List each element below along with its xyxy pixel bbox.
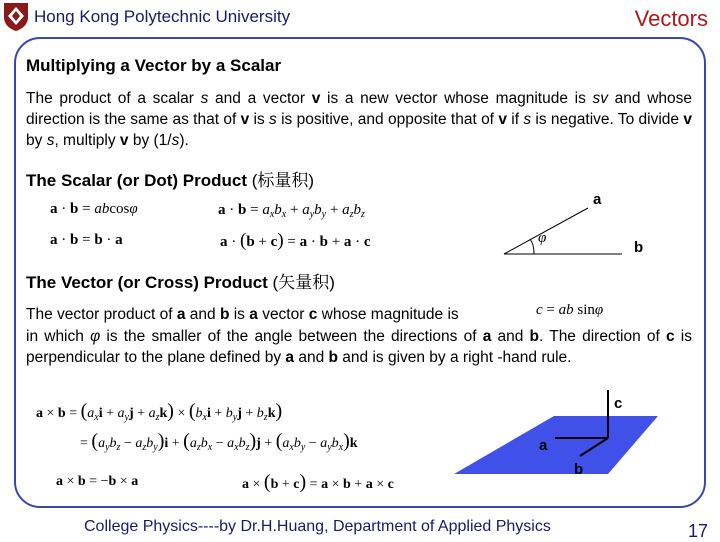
university-logo-icon <box>2 2 30 32</box>
text-run: is <box>249 111 270 128</box>
text-run: s <box>200 90 209 107</box>
text-run: , multiply <box>54 132 120 149</box>
text-run: b <box>529 328 540 345</box>
text-run: and is given by a right -hand rule. <box>337 349 572 366</box>
text-run: is perpendicular to the plane defined by <box>26 328 692 366</box>
equation-cross-magnitude: c = ab sinφ <box>536 302 604 318</box>
text-run: c <box>666 328 675 345</box>
text-run: is negative. To divide <box>531 111 684 128</box>
diagram-label-a-3d: a <box>539 437 548 454</box>
diagram-label-c: c <box>614 395 623 412</box>
equation-dot-cosine: a · b = abcosφ <box>50 201 138 217</box>
cross-product-diagram <box>452 384 702 484</box>
text-run: ). <box>179 132 189 149</box>
text-run: The product of a scalar <box>26 90 201 107</box>
text-run: v <box>240 111 250 128</box>
equation-dot-components: $a \cdot b = a_xb_x + a_yb_y + a_zb_z$ <box>218 202 365 220</box>
heading-dot-product <box>26 166 314 191</box>
text-run: is <box>233 306 245 323</box>
text-run: in which <box>26 328 91 345</box>
paragraph-cross-product <box>26 326 692 368</box>
footer-credit: College Physics----by Dr.H.Huang, Department of Applied Physics <box>84 518 551 535</box>
heading-scalar-multiplication: Multiplying a Vector by a Scalar <box>26 56 282 75</box>
text-run: is positive, and opposite that of <box>276 111 499 128</box>
text-run: by (1/ <box>128 132 172 149</box>
text-run: if <box>506 111 524 128</box>
text-run: φ <box>90 328 101 345</box>
equation-dot-distributive: a · (b + c) = a · b + a · c <box>220 230 371 251</box>
text-run: c <box>308 306 318 323</box>
text-run: is the smaller of the angle between the directions of <box>100 328 483 345</box>
heading-cross-product-cjk: (矢量积) <box>267 273 335 292</box>
text-run: and <box>491 328 530 345</box>
equation-cross-expanded: = $(a_yb_z - a_zb_y)i + (a_zb_x - a_xb_z)j + (a_xb_y - a_yb_x)k$ <box>80 430 358 453</box>
text-run: is a new vector whose magnitude is <box>320 90 593 107</box>
text-run: whose <box>321 306 367 323</box>
angle-arc <box>530 239 534 254</box>
equation-cross-anticommutative: a × b = −b × a <box>56 474 139 489</box>
paragraph-scalar-multiplication <box>26 88 692 151</box>
text-run: v <box>119 132 129 149</box>
university-name: Hong Kong Polytechnic University <box>34 7 291 26</box>
text-run: vector <box>57 306 100 323</box>
text-run: v <box>498 111 507 128</box>
text-run: a <box>285 349 295 366</box>
equation-cross-components: $a \times b = (a_xi + a_yj + a_zk) \times (b_xi + b_yj + b_zk)$ <box>36 400 283 423</box>
text-run: of <box>159 306 173 323</box>
diagram-label-b: b <box>634 239 644 256</box>
text-run: sv <box>592 90 608 107</box>
text-run: a <box>176 306 186 323</box>
text-run: a <box>482 328 492 345</box>
text-run: by <box>26 132 47 149</box>
text-run: The <box>26 306 53 323</box>
paragraph-cross-product-line1 <box>26 304 459 325</box>
text-run: s <box>171 132 180 149</box>
text-run: a <box>249 306 258 323</box>
text-run: s <box>523 111 532 128</box>
text-run: vector <box>262 306 305 323</box>
text-run: and a vector <box>208 90 312 107</box>
heading-dot-product-title: The Scalar (or Dot) Product <box>26 171 248 190</box>
text-run: product <box>103 306 156 323</box>
text-run: s <box>269 111 277 128</box>
page-number: 17 <box>688 521 709 541</box>
diagram-label-b-3d: b <box>574 461 584 478</box>
text-run: and <box>189 306 216 323</box>
text-run: s <box>46 132 55 149</box>
dot-product-diagram <box>500 190 700 260</box>
heading-cross-product <box>26 268 335 293</box>
text-run: b <box>219 306 230 323</box>
heading-dot-product-cjk: (标量积) <box>247 171 315 190</box>
text-run: and whose direction is the same as that of <box>26 90 692 128</box>
text-run: b <box>328 349 338 366</box>
equation-cross-distributive: a × (b + c) = a × b + a × c <box>242 471 394 493</box>
text-run: v <box>311 90 321 107</box>
slide-topic: Vectors <box>634 6 708 31</box>
text-run: v <box>683 111 692 128</box>
text-run: is <box>447 306 459 323</box>
text-run: magnitude <box>370 306 444 323</box>
text-run: and <box>294 349 329 366</box>
heading-cross-product-title: The Vector (or Cross) Product <box>26 273 268 292</box>
diagram-label-angle: φ <box>538 230 547 246</box>
equation-dot-commutative: a · b = b · a <box>50 232 123 248</box>
diagram-label-a: a <box>593 191 602 208</box>
text-run: . The direction of <box>539 328 666 345</box>
plane-parallelogram <box>454 416 658 474</box>
